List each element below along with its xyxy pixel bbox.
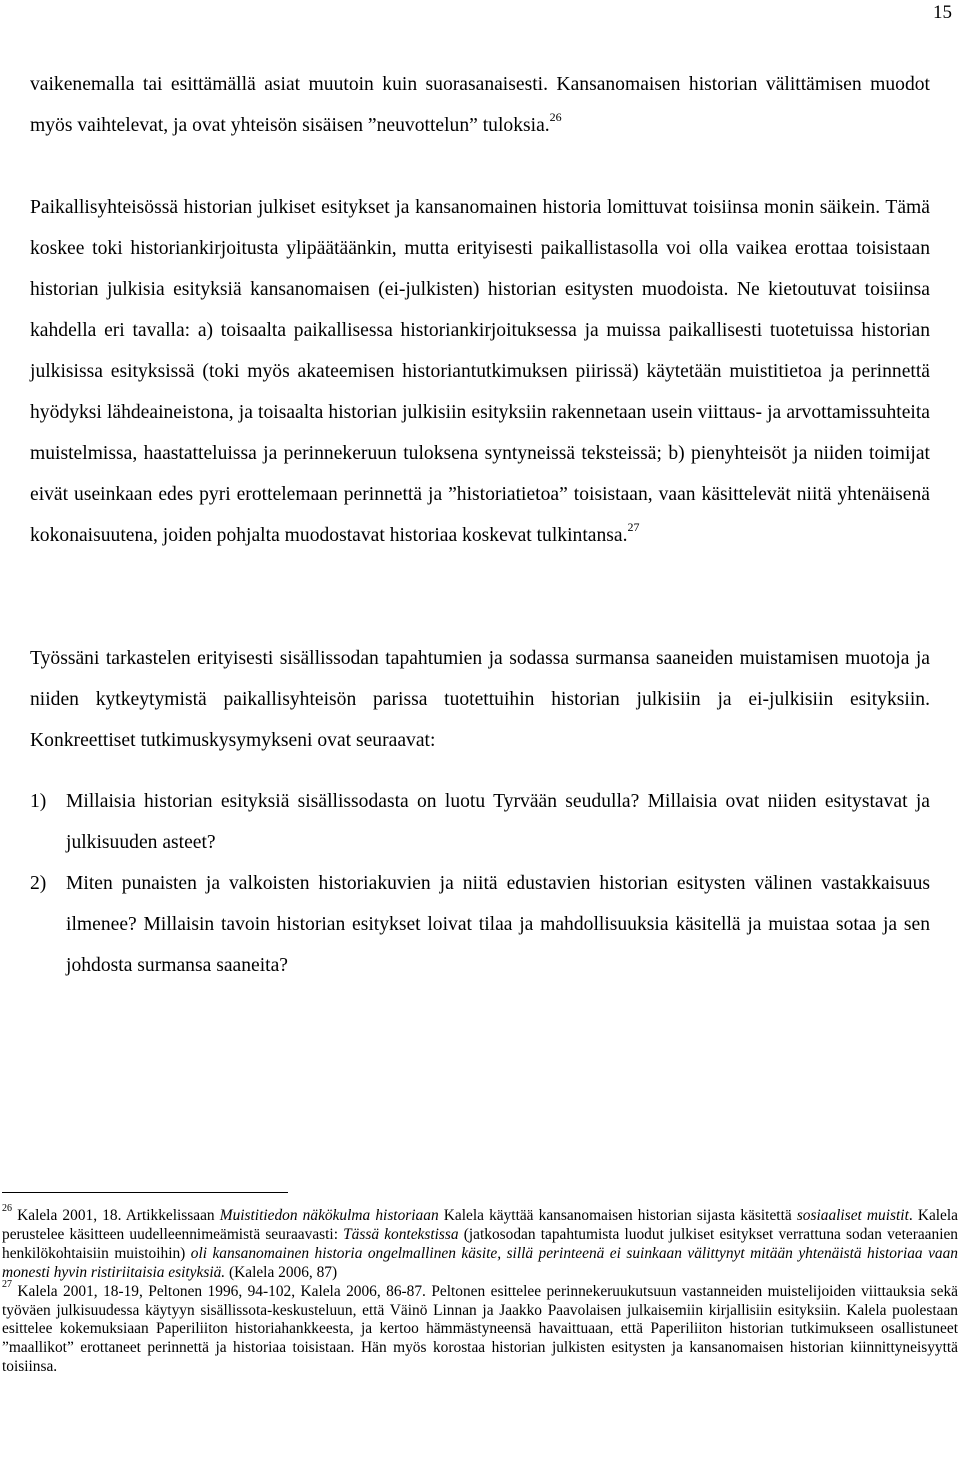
footnote-27: [2, 1278, 958, 1378]
research-questions: [30, 781, 930, 986]
footnote-ref-27: 27: [627, 520, 640, 535]
question-number: 1): [30, 791, 47, 812]
footnotes: [2, 1202, 958, 1377]
footnote-26: [2, 1202, 958, 1283]
paragraph-3: Työssäni tarkastelen erityisesti sisällissodan tapahtumien ja sodassa surmansa saaneiden muistamisen muotoja ja niiden kytkeytymistä paikallisyhteisön parissa tuotettuihin historian julkisiin ja ei-julkisiin esityksiin. Konkreettiset tutkimuskysymykseni ovat seuraavat:: [30, 648, 930, 751]
footnote-quote: Tässä kontekstissa: [343, 1225, 459, 1243]
question-text: Miten punaisten ja valkoisten historiakuvien ja niitä edustavien historian esitysten välinen vastakkaisuus ilmenee? Millaisin tavoin historian esitykset loivat tilaa ja mahdollisuuksia käsitellä ja muistaa sotaa ja sen johdosta surmansa saaneita?: [66, 873, 930, 976]
list-item: [30, 863, 930, 986]
list-item: [30, 781, 930, 863]
question-number: 2): [30, 873, 47, 894]
footnote-text: Kalela 2001, 18. Artikkelissaan: [12, 1207, 220, 1224]
paragraph-2: [30, 187, 930, 556]
paragraph-2-text: Paikallisyhteisössä historian julkiset esitykset ja kansanomainen historia lomittuvat toisiinsa monin säikein. Tämä koskee toki historiankirjoitusta ylipäätäänkin, mutta erityisesti paikallistasolla voi olla vaikea erottaa toisistaan historian julkisia esityksiä kansanomaisen (ei-julkisten) historian esitysten muodoista. Ne kietoutuvat toisiinsa kahdella eri tavalla: a) toisaalta paikallisessa historiankirjoituksessa ja muissa paikallisesti tuotetuissa historian julkisissa esityksissä (toki myös akateemisen historiantutkimuksen piirissä) käytetään muistitietoa ja perinnettä hyödyksi lähdeaineistona, ja toisaalta historian julkisiin esityksiin rakennetaan usein viittaus- ja arvottamissuhteita muistelmissa, haastatteluissa ja perinnekeruun tuloksena syntyneissä teksteissä; b) pienyhteisöt ja niiden toimijat eivät useinkaan edes pyri erottelemaan perinnettä ja ”historiatietoa” toisistaan, vaan käsittelevät niitä yhtenäisenä kokonaisuutena, joiden pohjalta muodostavat historiaa koskevat tulkintansa.: [30, 197, 930, 546]
footnote-text: . Kalela perustelee käsitteen uudelleennimeämistä seuraavasti:: [2, 1207, 958, 1243]
paragraph-1-text: vaikenemalla tai esittämällä asiat muutoin kuin suorasanaisesti. Kansanomaisen historian välittämisen muodot myös vaihtelevat, ja ovat yhteisön sisäisen ”neuvottelun” tuloksia.: [30, 74, 930, 136]
question-text: Millaisia historian esityksiä sisällissodasta on luotu Tyrvään seudulla? Millaisia ovat niiden esitystavat ja julkisuuden asteet?: [66, 791, 930, 853]
footnote-quote: oli kansanomainen historia ongelmallinen käsite, sillä perinteenä ei suinkaan välittynyt mitään yhtenäistä historiaa vaan monesti hyvin ristiriitaisia esityksiä.: [2, 1244, 958, 1281]
footnote-text: Kalela 2001, 18-19, Peltonen 1996, 94-102, Kalela 2006, 86-87. Peltonen esittelee perinnekeruukutsuun vastanneiden muistelijoiden viittauksia sekä työväen julkisuudessa käytyyn sisällissota-keskusteluun, että Väinö Linnan ja Jaakko Paavolaisen julkaisemiin kirjallisiin esityksiin. Kalela puolestaan esittelee kokemuksiaan Paperiliiton historiahankkeesta, ja kertoo hämmästyneensä havaittuaan, että Paperiliiton historian tutkimukseen osallistuneet ”maallikot” erottaneet perinnettä ja historiaa toisistaan. Hän myös korostaa historian julkisten esitysten ja kansanomaisen historian kiinnittyneisyyttä toisiinsa.: [2, 1282, 958, 1376]
body-text: [30, 64, 930, 986]
footnote-text: (jatkosodan tapahtumista luodut julkiset esitykset verrattuna sodan veteraanien henkilökohtaisiin muistoihin): [2, 1225, 958, 1262]
footnote-separator: [2, 1192, 288, 1193]
footnote-title: Muistitiedon näkökulma historiaan: [219, 1207, 439, 1224]
footnote-number: 26: [2, 1202, 12, 1214]
footnote-ref-26: 26: [549, 110, 562, 125]
footnote-text: (Kalela 2006, 87): [225, 1263, 338, 1281]
footnote-term: sosiaaliset muistit: [796, 1207, 909, 1224]
footnote-text: Kalela käyttää kansanomaisen historian sijasta käsitettä: [438, 1207, 797, 1224]
paragraph-1: [30, 64, 930, 146]
page-number: 15: [933, 2, 952, 23]
footnote-number: 27: [2, 1278, 12, 1290]
